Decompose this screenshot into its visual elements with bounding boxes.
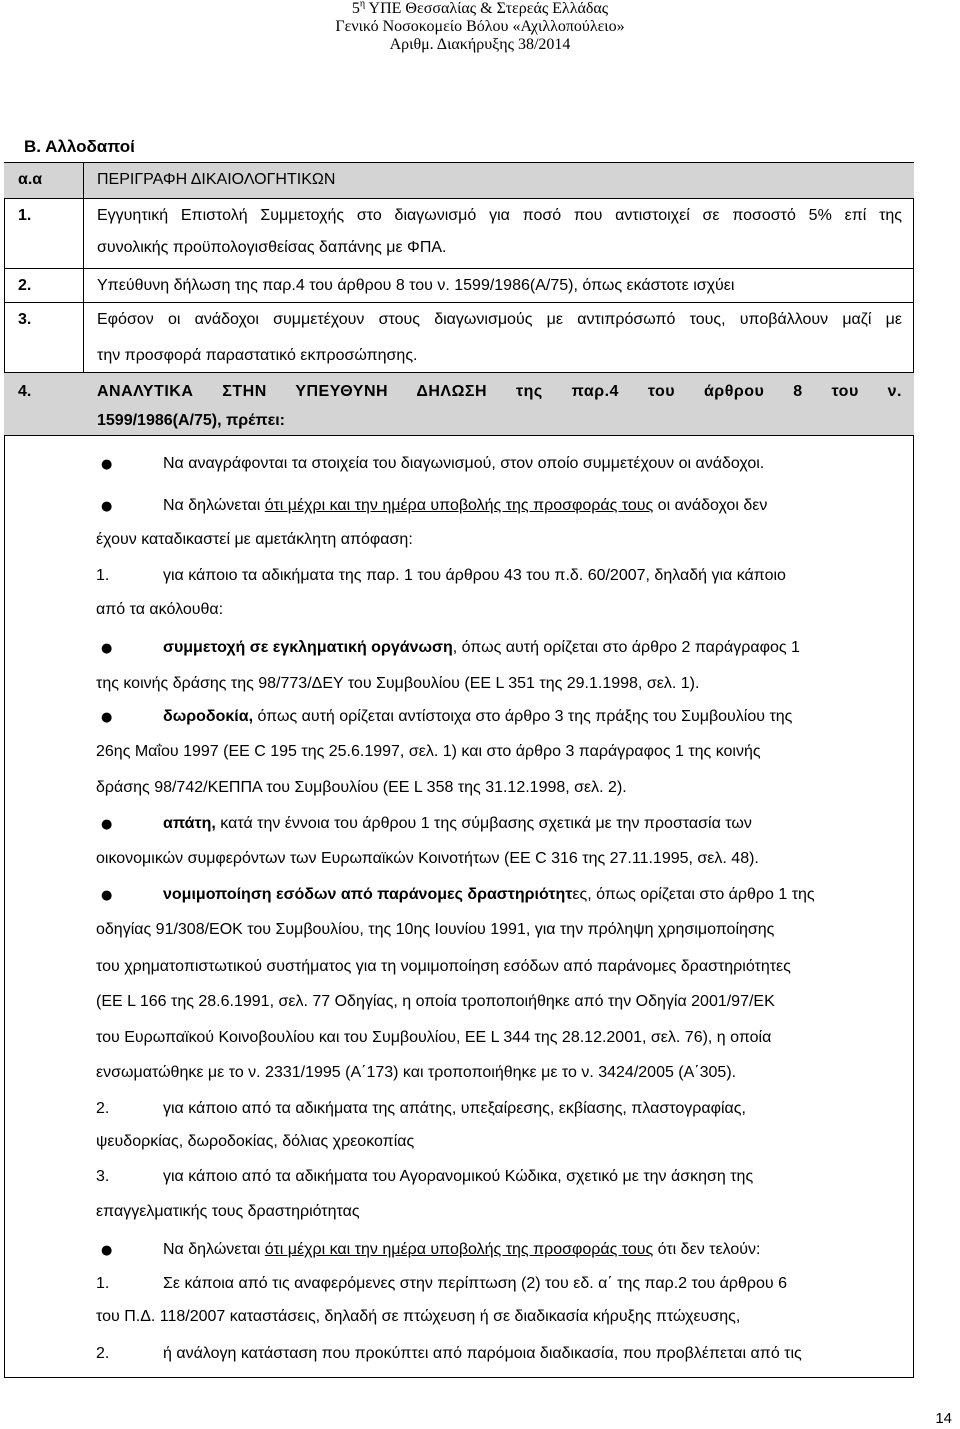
header-text-col: ΠΕΡΙΓΡΑΦΗ ΔΙΚΑΙΟΛΟΓΗΤΙΚΩΝ xyxy=(97,171,336,188)
item-number: 1. xyxy=(96,567,110,584)
text: Να δηλώνεται xyxy=(163,497,265,514)
text: ότι δεν τελούν: xyxy=(653,1241,761,1258)
bullet-icon: ● xyxy=(101,641,113,656)
text: όπως αυτή ορίζεται αντίστοιχα στο άρθρο 3 της πράξης του Συμβουλίου της xyxy=(253,708,793,725)
table-header-row xyxy=(4,163,914,199)
header-sup: η xyxy=(359,0,366,10)
row-text: ΑΝΑΛΥΤΙΚΑ ΣΤΗΝ ΥΠΕΥΘΥΝΗ ΔΗΛΩΣΗ της παρ.4 του άρθρου 8 του ν. xyxy=(97,383,902,400)
offence-2 xyxy=(163,708,792,726)
text: , όπως αυτή ορίζεται στο άρθρο 2 παράγραφος 1 xyxy=(452,639,800,656)
item-number: 2. xyxy=(96,1345,110,1362)
bullet-text-3 xyxy=(163,1241,760,1259)
bullet-icon: ● xyxy=(101,888,113,903)
page-number: 14 xyxy=(935,1410,952,1427)
bullet-icon: ● xyxy=(101,1243,113,1258)
row-number: 2. xyxy=(18,277,32,294)
row-text: συνολικής προϋπολογισθείσας δαπάνης με ΦΠΑ. xyxy=(97,239,447,256)
text: Να δηλώνεται xyxy=(163,1241,265,1258)
header-line-2: Γενικό Νοσοκομείο Βόλου «Αχιλλοπούλειο» xyxy=(335,18,625,35)
row-text: Υπεύθυνη δήλωση της παρ.4 του άρθρου 8 του ν. 1599/1986(Α/75), όπως εκάστοτε ισχύει xyxy=(97,277,735,294)
item-text-cont: επαγγελματικής τους δραστηριότητας xyxy=(96,1203,360,1220)
bullet-text-1: Να αναγράφονται τα στοιχεία του διαγωνισμού, στον οποίο συμμετέχουν οι ανάδοχοι. xyxy=(163,455,765,472)
row-number: 3. xyxy=(18,311,32,328)
item-text-cont: ψευδορκίας, δωροδοκίας, δόλιας χρεοκοπίας xyxy=(96,1133,415,1150)
item-text: ή ανάλογη κατάσταση που προκύπτει από παρόμοια διαδικασία, που προβλέπεται από τις xyxy=(163,1345,802,1362)
offence-4-cont: του χρηματοπιστωτικού συστήματος για τη νομιμοποίηση εσόδων από παράνομες δραστηριότητες xyxy=(96,958,791,975)
offence-4 xyxy=(163,886,815,904)
header-line-3: Αριθμ. Διακήρυξης 38/2014 xyxy=(389,36,571,53)
row-number: 1. xyxy=(18,207,32,224)
item-text: για κάποιο από τα αδικήματα του Αγορανομικού Κώδικα, σχετικό με την άσκηση της xyxy=(163,1168,754,1185)
bold-text: νομιμοποίηση εσόδων από παράνομες δραστηριότητ xyxy=(163,886,573,903)
text: ες, όπως ορίζεται στο άρθρο 1 της xyxy=(572,886,815,903)
item-number: 3. xyxy=(96,1168,110,1185)
offence-4-cont: οδηγίας 91/308/ΕΟΚ του Συμβουλίου, της 10ης Ιουνίου 1991, για την πρόληψη χρησιμοποίησης xyxy=(96,921,775,938)
offence-4-cont: (ΕΕ L 166 της 28.6.1991, σελ. 77 Οδηγίας, η οποία τροποποιήθηκε από την Οδηγία 2001/97/ΕΚ xyxy=(96,993,775,1010)
table-row-1 xyxy=(4,199,914,269)
item-text: για κάποιο από τα αδικήματα της απάτης, υπεξαίρεσης, εκβίασης, πλαστογραφίας, xyxy=(163,1100,746,1117)
bullet-icon: ● xyxy=(101,817,113,832)
table-row-2 xyxy=(4,269,914,303)
bold-text: δωροδοκία, xyxy=(163,708,254,725)
offence-2-cont: δράσης 98/742/ΚΕΠΠΑ του Συμβουλίου (ΕΕ L 358 της 31.12.1998, σελ. 2). xyxy=(96,779,627,796)
row-number: 4. xyxy=(18,383,32,400)
header-rest: ΥΠΕ Θεσσαλίας & Στερεάς Ελλάδας xyxy=(365,0,609,17)
document-header xyxy=(0,0,960,54)
offence-1-cont: της κοινής δράσης της 98/773/ΔΕΥ του Συμβουλίου (ΕΕ L 351 της 29.1.1998, σελ. 1). xyxy=(96,675,700,692)
item-number: 2. xyxy=(96,1100,110,1117)
bullet-text-2-cont: έχουν καταδικαστεί με αμετάκλητη απόφαση: xyxy=(96,531,413,548)
item-text: Σε κάποια από τις αναφερόμενες στην περίπτωση (2) του εδ. α΄ της παρ.2 του άρθρου 6 xyxy=(163,1275,788,1292)
bullet-icon: ● xyxy=(101,457,113,472)
offence-2-cont: 26ης Μαΐου 1997 (ΕΕ C 195 της 25.6.1997, σελ. 1) και στο άρθρο 3 παράγραφος 1 της κοινής xyxy=(96,743,761,760)
offence-3 xyxy=(163,815,752,833)
row-text: την προσφορά παραστατικό εκπροσώπησης. xyxy=(97,347,418,364)
header-line-1 xyxy=(0,0,960,18)
offence-3-cont: οικονομικών συμφερόντων των Ευρωπαϊκών Κοινοτήτων (ΕΕ C 316 της 27.11.1995, σελ. 48). xyxy=(96,850,759,867)
item-text: για κάποιο τα αδικήματα της παρ. 1 του άρθρου 43 του π.δ. 60/2007, δηλαδή για κάποιο xyxy=(163,567,786,584)
text: οι ανάδοχοι δεν xyxy=(653,497,768,514)
table-row-4 xyxy=(4,373,914,436)
item-text-cont: από τα ακόλουθα: xyxy=(96,601,224,618)
text: κατά την έννοια του άρθρου 1 της σύμβασης σχετικά με την προστασία των xyxy=(215,815,752,832)
item-text-cont: του Π.Δ. 118/2007 καταστάσεις, δηλαδή σε πτώχευση ή σε διαδικασία κήρυξης πτώχευσης, xyxy=(96,1308,741,1325)
header-num: 5 xyxy=(351,0,360,17)
section-title: Β. Αλλοδαποί xyxy=(24,137,135,156)
item-number: 1. xyxy=(96,1275,110,1292)
bullet-text-2 xyxy=(163,497,902,515)
table-row-3 xyxy=(4,303,914,373)
bullet-icon: ● xyxy=(101,710,113,725)
row-text: Εγγυητική Επιστολή Συμμετοχής στο διαγωνισμό για ποσό που αντιστοιχεί σε ποσοστό 5% επί της xyxy=(97,207,902,224)
bullet-icon: ● xyxy=(101,499,113,514)
underlined-text: ότι μέχρι και την ημέρα υποβολής της προσφοράς τους xyxy=(264,1241,654,1258)
offence-4-cont: του Ευρωπαϊκού Κοινοβουλίου και του Συμβουλίου, ΕΕ L 344 της 28.12.2001, σελ. 76), η οποία xyxy=(96,1029,772,1046)
row-text: Εφόσον οι ανάδοχοι συμμετέχουν στους διαγωνισμούς με αντιπρόσωπό τους, υποβάλλουν μαζί με xyxy=(97,311,902,328)
offence-4-cont: ενσωματώθηκε με το ν. 2331/1995 (Α΄173) και τροποποιήθηκε με το ν. 3424/2005 (Α΄305). xyxy=(96,1064,737,1081)
bold-text: συμμετοχή σε εγκληματική οργάνωση xyxy=(163,639,453,656)
row-text: 1599/1986(Α/75), πρέπει: xyxy=(97,412,285,429)
underlined-text: ότι μέχρι και την ημέρα υποβολής της προσφοράς τους xyxy=(264,497,654,514)
offence-1 xyxy=(163,639,800,657)
header-num-col: α.α xyxy=(18,171,43,188)
bold-text: απάτη, xyxy=(163,815,216,832)
